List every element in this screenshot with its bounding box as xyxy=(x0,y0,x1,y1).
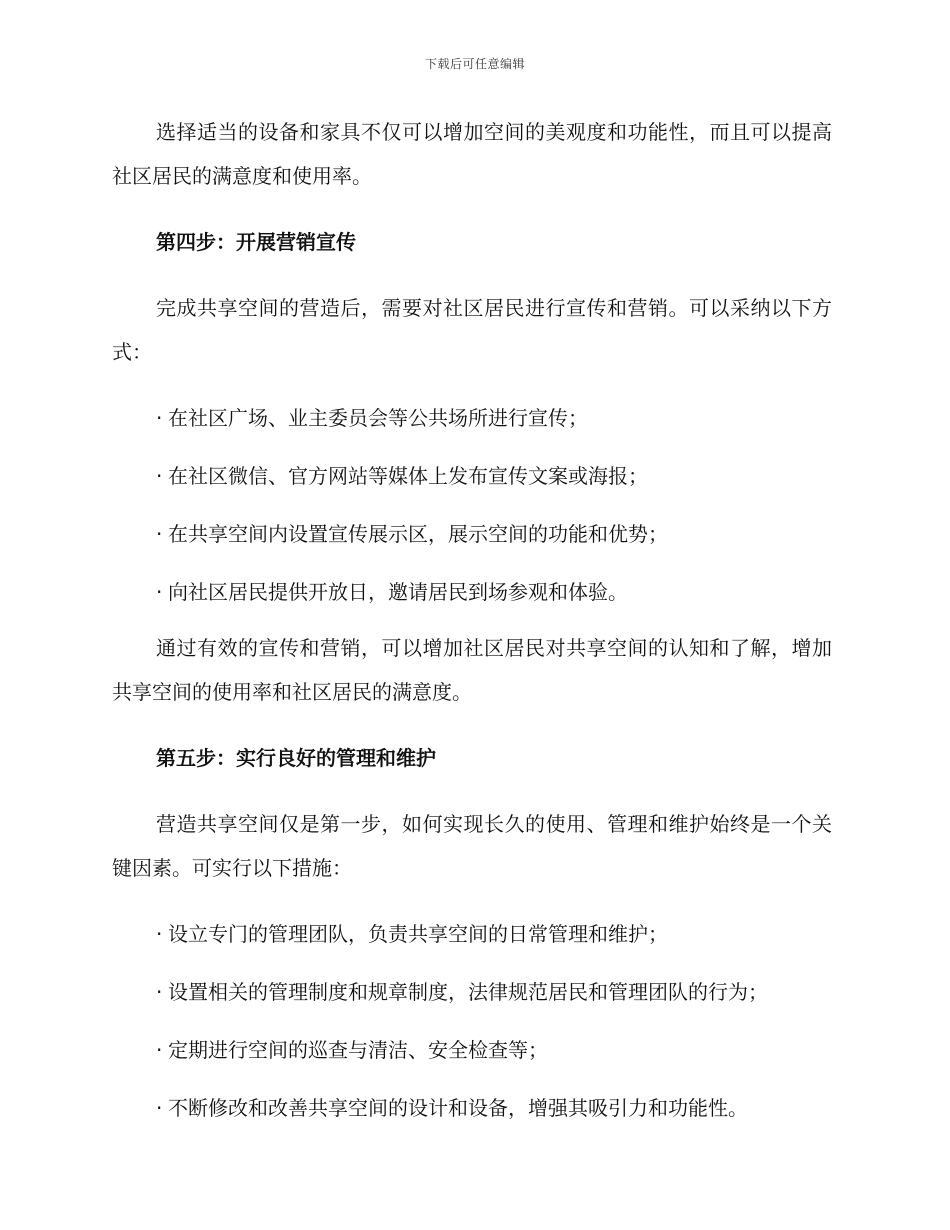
list-item-text: 定期进行空间的巡查与清洁、安全检查等； xyxy=(168,1038,548,1062)
list-item-text: 设置相关的管理制度和规章制度，法律规范居民和管理团队的行为； xyxy=(168,980,768,1004)
document-body xyxy=(112,110,832,1144)
bullet-icon: · xyxy=(156,922,163,946)
paragraph-equipment: 选择适当的设备和家具不仅可以增加空间的美观度和功能性，而且可以提高社区居民的满意度和使用率。 xyxy=(112,120,832,188)
bullet-icon: · xyxy=(156,1096,163,1120)
list-item xyxy=(112,970,832,1014)
bullet-icon: · xyxy=(156,980,163,1004)
list-item xyxy=(112,1086,832,1130)
list-item-text: 不断修改和改善共享空间的设计和设备，增强其吸引力和功能性。 xyxy=(168,1096,748,1120)
list-item xyxy=(112,396,832,440)
bullet-icon: · xyxy=(156,522,163,546)
bullet-icon: · xyxy=(156,580,163,604)
list-item-text: 设立专门的管理团队，负责共享空间的日常管理和维护； xyxy=(168,922,668,946)
list-item xyxy=(112,912,832,956)
list-item xyxy=(112,1028,832,1072)
bullet-icon: · xyxy=(156,464,163,488)
paragraph-marketing-intro: 完成共享空间的营造后，需要对社区居民进行宣传和营销。可以采纳以下方式： xyxy=(112,296,832,364)
list-item-text: 在社区广场、业主委员会等公共场所进行宣传； xyxy=(168,406,588,430)
list-item-text: 在社区微信、官方网站等媒体上发布宣传文案或海报； xyxy=(168,464,648,488)
heading-step-four: 第四步：开展营销宣传 xyxy=(156,230,356,254)
page-header: 下载后可任意编辑 xyxy=(424,57,525,71)
list-item xyxy=(112,454,832,498)
bullet-icon: · xyxy=(156,1038,163,1062)
bullet-icon: · xyxy=(156,406,163,430)
list-item-text: 向社区居民提供开放日，邀请居民到场参观和体验。 xyxy=(168,580,628,604)
heading-step-five: 第五步：实行良好的管理和维护 xyxy=(156,746,436,770)
list-item xyxy=(112,512,832,556)
paragraph-marketing-summary: 通过有效的宣传和营销，可以增加社区居民对共享空间的认知和了解，增加共享空间的使用率和社区居民的满意度。 xyxy=(112,636,832,704)
list-item xyxy=(112,570,832,614)
paragraph-management-intro: 营造共享空间仅是第一步，如何实现长久的使用、管理和维护始终是一个关键因素。可实行以下措施： xyxy=(112,812,832,880)
list-item-text: 在共享空间内设置宣传展示区，展示空间的功能和优势； xyxy=(168,522,668,546)
